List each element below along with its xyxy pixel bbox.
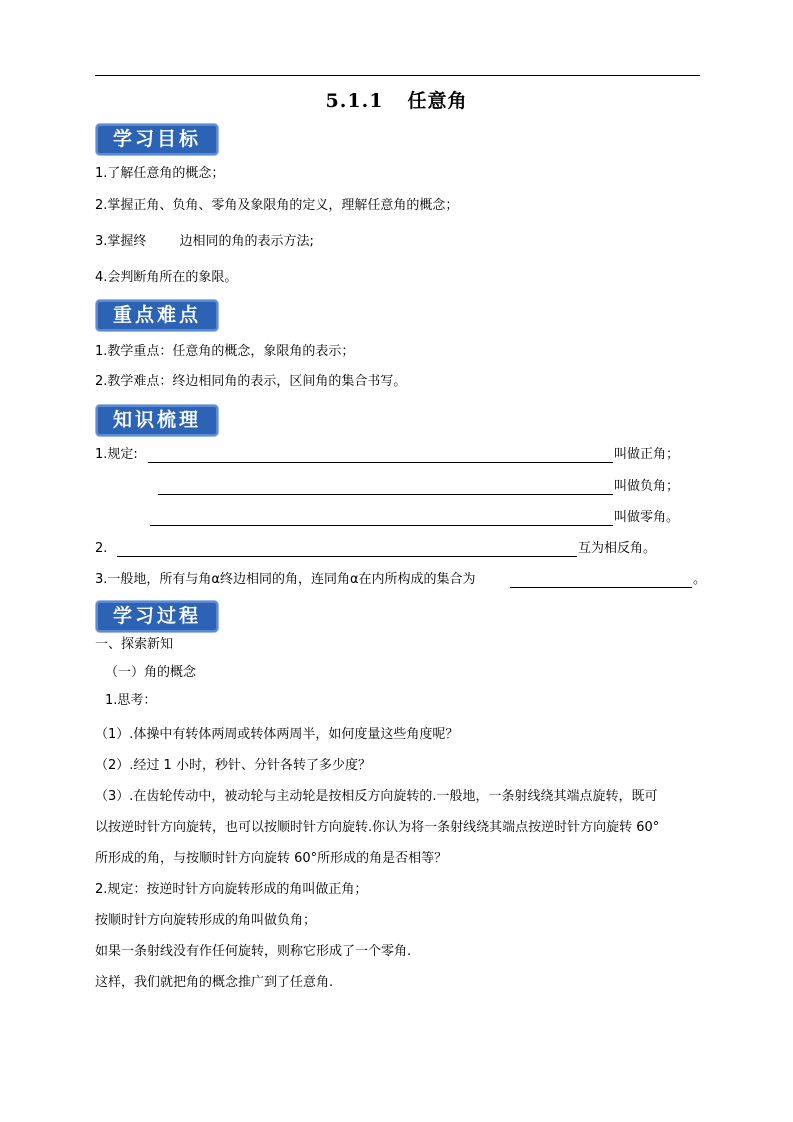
section-badge-key: 重点难点 xyxy=(96,300,218,331)
goal-2: 2.掌握正角、负角、零角及象限角的定义，理解任意角的概念； xyxy=(95,198,459,213)
process-heading-2: （一）角的概念 xyxy=(105,665,197,680)
blank-positive-angle xyxy=(148,461,613,463)
key-point-2: 2.教学难点：终边相同角的表示，区间角的集合书写。 xyxy=(95,374,407,389)
section-badge-goals: 学习目标 xyxy=(96,124,218,155)
question-2: （2）.经过 1 小时，秒针、分针各转了多少度？ xyxy=(95,758,371,773)
title-number: 5.1.1 xyxy=(325,90,384,112)
process-think: 1.思考： xyxy=(105,693,157,708)
section-badge-process: 学习过程 xyxy=(96,601,218,632)
knowledge-2-suffix: 互为相反角。 xyxy=(578,541,657,556)
header-rule xyxy=(95,75,700,76)
process-heading-1: 一、探索新知 xyxy=(95,637,174,652)
knowledge-3-text: 3.一般地，所有与角α终边相同的角，连同角α在内所构成的集合为 xyxy=(95,572,476,587)
question-1: （1）.体操中有转体两周或转体两周半，如何度量这些角度呢？ xyxy=(95,727,459,742)
question-3-line-2: 以按逆时针方向旋转，也可以按顺时针方向旋转.你认为将一条射线绕其端点按逆时针方向旋转 60° xyxy=(95,820,660,835)
knowledge-1c-suffix: 叫做零角。 xyxy=(614,510,680,525)
knowledge-3-suffix: 。 xyxy=(693,572,707,587)
rule-1: 2.规定：按逆时针方向旋转形成的角叫做正角； xyxy=(95,882,368,897)
goal-1: 1.了解任意角的概念； xyxy=(95,166,225,181)
section-badge-knowledge: 知识梳理 xyxy=(96,405,218,436)
goal-3: 3.掌握终 边相同的角的表示方法; xyxy=(95,234,314,249)
blank-negative-angle xyxy=(158,493,613,495)
question-3-line-3: 所形成的角，与按顺时针方向旋转 60°所形成的角是否相等？ xyxy=(95,851,448,866)
rule-3: 如果一条射线没有作任何旋转，则称它形成了一个零角. xyxy=(95,944,412,959)
blank-zero-angle xyxy=(150,524,613,526)
title-text: 任意角 xyxy=(407,90,468,112)
blank-opposite-angles xyxy=(117,555,577,557)
knowledge-1-prefix: 1.规定: xyxy=(95,447,138,462)
rule-4: 这样，我们就把角的概念推广到了任意角. xyxy=(95,975,334,990)
knowledge-1b-suffix: 叫做负角； xyxy=(614,479,680,494)
question-3-line-1: （3）.在齿轮传动中，被动轮与主动轮是按相反方向旋转的.一般地，一条射线绕其端点旋转，既可 xyxy=(95,789,658,804)
rule-2: 按顺时针方向旋转形成的角叫做负角； xyxy=(95,913,317,928)
blank-coterminal-set xyxy=(510,586,692,588)
goal-4: 4.会判断角所在的象限。 xyxy=(95,270,238,285)
key-point-1: 1.教学重点：任意角的概念，象限角的表示； xyxy=(95,344,355,359)
knowledge-2-prefix: 2. xyxy=(95,541,108,556)
knowledge-1a-suffix: 叫做正角； xyxy=(614,447,680,462)
page-title xyxy=(0,86,793,113)
